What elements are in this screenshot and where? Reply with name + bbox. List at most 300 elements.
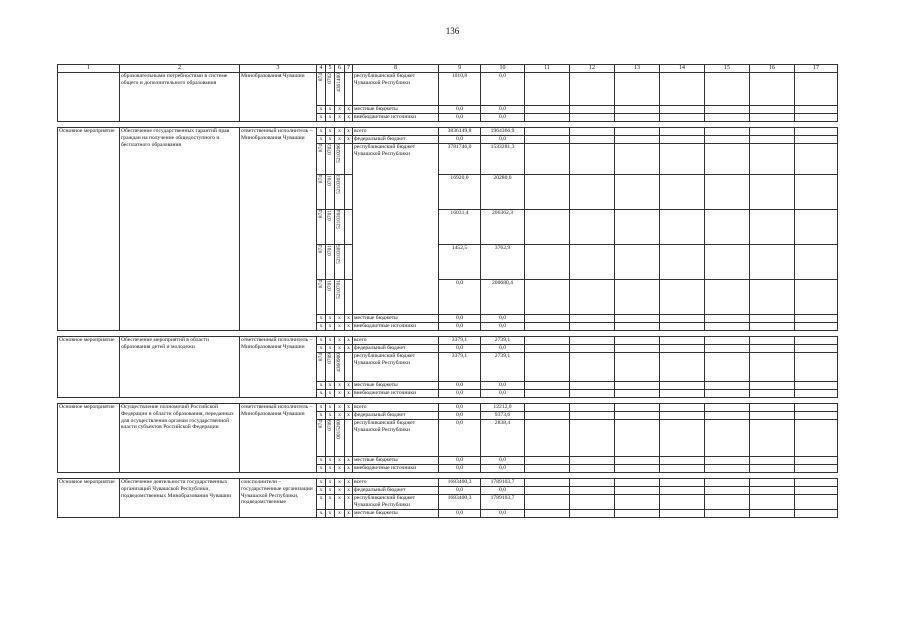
funding-source: местные бюджеты xyxy=(353,315,439,323)
x-marker: x xyxy=(335,337,345,345)
value-col9: 0,0 xyxy=(439,465,481,473)
section-code: 0709 xyxy=(327,353,333,364)
empty-cell xyxy=(795,114,838,122)
empty-cell xyxy=(705,345,750,353)
x-marker: x xyxy=(326,382,335,390)
page-number: 136 xyxy=(445,26,460,36)
empty-cell xyxy=(570,128,615,136)
funding-source: местные бюджеты xyxy=(353,106,439,114)
x-marker: x xyxy=(335,114,345,122)
section-code xyxy=(326,175,335,210)
x-marker: x xyxy=(345,457,353,465)
empty-cell xyxy=(525,210,570,245)
empty-cell xyxy=(795,128,838,136)
empty-cell xyxy=(570,323,615,331)
value-col9: 1683400,3 xyxy=(439,479,481,487)
empty-cell xyxy=(795,280,838,315)
value-col9: 0,0 xyxy=(439,315,481,323)
empty-cell xyxy=(795,323,838,331)
funding-source: внебюджетные источники xyxy=(353,465,439,473)
empty-cell xyxy=(705,144,750,175)
col-header: 2 xyxy=(120,65,240,73)
grbs-code: 874 xyxy=(318,420,324,429)
table-row xyxy=(58,73,838,106)
empty-cell xyxy=(795,382,838,390)
target-code xyxy=(335,245,345,280)
empty-cell xyxy=(525,337,570,345)
empty-cell xyxy=(570,465,615,473)
x-marker: x xyxy=(335,106,345,114)
x-marker: x xyxy=(335,323,345,331)
empty-cell xyxy=(570,353,615,382)
type-code xyxy=(345,175,353,210)
empty-cell xyxy=(570,337,615,345)
empty-cell xyxy=(660,457,705,465)
target-code: 5210305 xyxy=(336,245,343,265)
empty-cell xyxy=(570,280,615,315)
empty-cell xyxy=(660,412,705,420)
value-col10: 206362,3 xyxy=(481,210,525,245)
grbs-code: 874 xyxy=(318,245,324,254)
funding-source: федеральный бюджет xyxy=(353,487,439,495)
x-marker: x xyxy=(335,382,345,390)
empty-cell xyxy=(570,106,615,114)
value-col10: 0,0 xyxy=(481,73,525,106)
executor: Минобразования Чувашии xyxy=(240,73,317,122)
col-header: 14 xyxy=(660,65,705,73)
empty-cell xyxy=(615,315,660,323)
empty-cell xyxy=(660,353,705,382)
x-marker: x xyxy=(326,106,335,114)
x-marker: x xyxy=(335,390,345,398)
empty-cell xyxy=(525,136,570,144)
funding-source: местные бюджеты xyxy=(353,457,439,465)
column-number-row xyxy=(58,65,838,73)
x-marker: x xyxy=(326,465,335,473)
empty-cell xyxy=(570,144,615,175)
target-code: 0015200 xyxy=(336,420,343,440)
empty-cell xyxy=(750,128,795,136)
empty-cell xyxy=(750,420,795,457)
section-code: 0701 xyxy=(327,280,333,291)
value-col9: 0,0 xyxy=(439,412,481,420)
x-marker: x xyxy=(345,390,353,398)
empty-cell xyxy=(750,345,795,353)
empty-cell xyxy=(525,315,570,323)
grbs-code xyxy=(317,73,326,106)
table-row xyxy=(58,404,838,412)
funding-source: всего xyxy=(353,337,439,345)
x-marker: x xyxy=(326,345,335,353)
empty-cell xyxy=(570,420,615,457)
value-col10: 1789103,7 xyxy=(481,479,525,487)
table-row xyxy=(58,128,838,136)
x-marker: x xyxy=(335,457,345,465)
empty-cell xyxy=(525,457,570,465)
grbs-code xyxy=(317,210,326,245)
empty-cell xyxy=(615,144,660,175)
funding-source: внебюджетные источники xyxy=(353,323,439,331)
empty-cell xyxy=(795,487,838,495)
empty-cell xyxy=(705,404,750,412)
value-col9: 0,0 xyxy=(439,457,481,465)
x-marker: x xyxy=(335,465,345,473)
value-col10: 0,0 xyxy=(481,390,525,398)
col-header: 4 xyxy=(317,65,326,73)
empty-cell xyxy=(705,128,750,136)
x-marker: x xyxy=(326,412,335,420)
value-col9: 0,0 xyxy=(439,404,481,412)
funding-source: республиканский бюджет Чувашской Республики xyxy=(353,420,439,457)
empty-cell xyxy=(750,510,795,518)
empty-cell xyxy=(750,106,795,114)
empty-cell xyxy=(660,465,705,473)
empty-cell xyxy=(705,487,750,495)
target-code: 4361400 xyxy=(336,73,343,93)
target-code: 5210303 xyxy=(336,175,343,195)
executor: соисполнители – государственные организации Чувашской Республики, подведомственные xyxy=(240,479,317,518)
value-col9: 1683400,3 xyxy=(439,495,481,510)
x-marker: x xyxy=(345,412,353,420)
x-marker: x xyxy=(335,315,345,323)
grbs-code: 874 xyxy=(318,73,324,82)
empty-cell xyxy=(795,495,838,510)
funding-source: всего xyxy=(353,404,439,412)
empty-cell xyxy=(795,73,838,106)
empty-cell xyxy=(615,495,660,510)
x-marker: x xyxy=(345,495,353,510)
empty-cell xyxy=(795,337,838,345)
funding-source: местные бюджеты xyxy=(353,382,439,390)
x-marker: x xyxy=(345,136,353,144)
empty-cell xyxy=(660,382,705,390)
empty-cell xyxy=(615,487,660,495)
empty-cell xyxy=(705,210,750,245)
x-marker: x xyxy=(335,479,345,487)
empty-cell xyxy=(750,280,795,315)
value-col9: 1452,5 xyxy=(439,245,481,280)
empty-cell xyxy=(570,487,615,495)
empty-cell xyxy=(570,210,615,245)
value-col10: 2739,1 xyxy=(481,353,525,382)
empty-cell xyxy=(570,404,615,412)
target-code xyxy=(335,73,345,106)
type-code xyxy=(345,144,353,175)
section-code: 0702 xyxy=(327,73,333,84)
empty-cell xyxy=(525,280,570,315)
x-marker: x xyxy=(326,457,335,465)
empty-cell xyxy=(660,144,705,175)
empty-cell xyxy=(795,315,838,323)
empty-cell xyxy=(525,420,570,457)
empty-cell xyxy=(525,479,570,487)
col-header: 17 xyxy=(795,65,838,73)
empty-cell xyxy=(795,106,838,114)
empty-cell xyxy=(660,323,705,331)
section-code xyxy=(326,420,335,457)
empty-cell xyxy=(660,510,705,518)
empty-cell xyxy=(525,412,570,420)
x-marker: x xyxy=(317,323,326,331)
grbs-code xyxy=(317,144,326,175)
empty-cell xyxy=(525,353,570,382)
col-header: 5 xyxy=(326,65,335,73)
value-col10: 2838,4 xyxy=(481,420,525,457)
empty-cell xyxy=(795,465,838,473)
empty-cell xyxy=(705,245,750,280)
event-name: образовательными потребностями в системе общего и дополнительного образования xyxy=(120,73,240,122)
funding-source: федеральный бюджет xyxy=(353,136,439,144)
empty-cell xyxy=(795,510,838,518)
x-marker: x xyxy=(317,412,326,420)
x-marker: x xyxy=(326,510,335,518)
col-header: 7 xyxy=(345,65,353,73)
grbs-code xyxy=(317,245,326,280)
empty-cell xyxy=(615,420,660,457)
x-marker: x xyxy=(317,495,326,510)
value-col10: 1964366,9 xyxy=(481,128,525,136)
empty-cell xyxy=(750,245,795,280)
empty-cell xyxy=(660,315,705,323)
x-marker: x xyxy=(317,337,326,345)
value-col9: 0,0 xyxy=(439,487,481,495)
x-marker: x xyxy=(345,114,353,122)
empty-cell xyxy=(615,457,660,465)
empty-cell xyxy=(615,390,660,398)
empty-cell xyxy=(750,457,795,465)
event-name: Обеспечение деятельности государственных организаций Чувашской Республики, подведомственных Минобразования Чувашии xyxy=(120,479,240,518)
col-header: 10 xyxy=(481,65,525,73)
x-marker: x xyxy=(345,106,353,114)
x-marker: x xyxy=(335,510,345,518)
empty-cell xyxy=(525,73,570,106)
value-col10: 0,0 xyxy=(481,465,525,473)
empty-cell xyxy=(795,412,838,420)
empty-cell xyxy=(750,323,795,331)
grbs-code xyxy=(317,175,326,210)
value-col10: 1533281,3 xyxy=(481,144,525,175)
empty-cell xyxy=(795,245,838,280)
value-col10: 12212,0 xyxy=(481,404,525,412)
executor: ответственный исполнитель – Минобразования Чувашии xyxy=(240,404,317,473)
empty-cell xyxy=(615,245,660,280)
x-marker: x xyxy=(317,479,326,487)
value-col10: 200680,4 xyxy=(481,280,525,315)
value-col10: 9373,6 xyxy=(481,412,525,420)
empty-cell xyxy=(615,412,660,420)
col-header: 13 xyxy=(615,65,660,73)
section-code xyxy=(326,353,335,382)
empty-cell xyxy=(750,465,795,473)
x-marker: x xyxy=(335,495,345,510)
value-col10: 3762,9 xyxy=(481,245,525,280)
value-col9: 0,0 xyxy=(439,390,481,398)
empty-cell xyxy=(525,465,570,473)
empty-cell xyxy=(660,345,705,353)
x-marker: x xyxy=(335,128,345,136)
empty-cell xyxy=(660,128,705,136)
empty-cell xyxy=(795,175,838,210)
target-code: 4360900 xyxy=(336,353,343,373)
empty-cell xyxy=(615,337,660,345)
value-col9: 16031,4 xyxy=(439,210,481,245)
empty-cell xyxy=(525,175,570,210)
empty-cell xyxy=(615,510,660,518)
empty-cell xyxy=(705,457,750,465)
value-col9: 3781746,0 xyxy=(439,144,481,175)
empty-cell xyxy=(660,136,705,144)
event-name: Осуществление полномочий Российской Федерации в области образования, переданных для осуществления органам государственной власти субъектов Российской Федерации xyxy=(120,404,240,473)
value-col10: 0,0 xyxy=(481,323,525,331)
empty-cell xyxy=(660,337,705,345)
empty-cell xyxy=(660,390,705,398)
x-marker: x xyxy=(317,510,326,518)
empty-cell xyxy=(750,495,795,510)
empty-cell xyxy=(705,136,750,144)
empty-cell xyxy=(705,390,750,398)
x-marker: x xyxy=(345,337,353,345)
empty-cell xyxy=(615,114,660,122)
empty-cell xyxy=(705,412,750,420)
value-col9: 0,0 xyxy=(439,106,481,114)
empty-cell xyxy=(570,510,615,518)
x-marker: x xyxy=(345,510,353,518)
section-code xyxy=(326,144,335,175)
empty-cell xyxy=(705,510,750,518)
table-row xyxy=(58,337,838,345)
target-code xyxy=(335,420,345,457)
empty-cell xyxy=(705,315,750,323)
empty-cell xyxy=(525,382,570,390)
empty-cell xyxy=(705,323,750,331)
col-header: 8 xyxy=(353,65,439,73)
empty-cell xyxy=(750,337,795,345)
empty-cell xyxy=(615,353,660,382)
empty-cell xyxy=(750,353,795,382)
target-code xyxy=(335,210,345,245)
x-marker: x xyxy=(326,136,335,144)
target-code xyxy=(335,175,345,210)
x-marker: x xyxy=(326,114,335,122)
empty-cell xyxy=(705,382,750,390)
x-marker: x xyxy=(317,465,326,473)
empty-cell xyxy=(525,510,570,518)
empty-cell xyxy=(525,128,570,136)
empty-cell xyxy=(525,390,570,398)
empty-cell xyxy=(570,457,615,465)
empty-cell xyxy=(705,106,750,114)
empty-cell xyxy=(705,479,750,487)
funding-source: федеральный бюджет xyxy=(353,412,439,420)
x-marker: x xyxy=(326,479,335,487)
section-code: 0701 xyxy=(327,175,333,186)
empty-cell xyxy=(525,487,570,495)
x-marker: x xyxy=(335,404,345,412)
empty-cell xyxy=(660,420,705,457)
x-marker: x xyxy=(317,106,326,114)
empty-cell xyxy=(570,479,615,487)
col-header: 9 xyxy=(439,65,481,73)
empty-cell xyxy=(615,106,660,114)
value-col10: 0,0 xyxy=(481,457,525,465)
x-marker: x xyxy=(317,315,326,323)
empty-cell xyxy=(795,353,838,382)
funding-source: республиканский бюджет Чувашской Республики xyxy=(353,353,439,382)
grbs-code: 874 xyxy=(318,280,324,289)
value-col10: 0,0 xyxy=(481,382,525,390)
section-code: 0702 xyxy=(327,144,333,155)
empty-cell xyxy=(750,412,795,420)
target-code xyxy=(335,353,345,382)
empty-cell xyxy=(795,144,838,175)
target-code: 5210206 xyxy=(336,144,343,164)
table-row xyxy=(58,479,838,487)
x-marker: x xyxy=(326,337,335,345)
empty-cell xyxy=(615,479,660,487)
empty-cell xyxy=(525,106,570,114)
empty-cell xyxy=(570,175,615,210)
empty-cell xyxy=(750,136,795,144)
empty-cell xyxy=(570,390,615,398)
col-header: 1 xyxy=(58,65,120,73)
grbs-code xyxy=(317,420,326,457)
section-code: 0709 xyxy=(327,420,333,431)
value-col9: 3379,1 xyxy=(439,337,481,345)
grbs-code xyxy=(317,280,326,315)
empty-cell xyxy=(615,136,660,144)
x-marker: x xyxy=(317,128,326,136)
value-col9: 3379,1 xyxy=(439,353,481,382)
x-marker: x xyxy=(335,345,345,353)
event-type: Основное мероприятие xyxy=(58,337,120,398)
x-marker: x xyxy=(317,390,326,398)
type-code xyxy=(345,245,353,280)
x-marker: x xyxy=(317,345,326,353)
grbs-code: 874 xyxy=(318,175,324,184)
empty-cell xyxy=(570,412,615,420)
value-col9: 0,0 xyxy=(439,382,481,390)
funding-source: внебюджетные источники xyxy=(353,114,439,122)
funding-source: всего xyxy=(353,479,439,487)
empty-cell xyxy=(570,495,615,510)
target-code xyxy=(335,280,345,315)
event-type: Основное мероприятие xyxy=(58,479,120,518)
funding-source: республиканский бюджет Чувашской Республики xyxy=(353,73,439,106)
value-col9: 0,0 xyxy=(439,323,481,331)
empty-cell xyxy=(795,210,838,245)
section-code: 0701 xyxy=(327,245,333,256)
empty-cell xyxy=(525,495,570,510)
empty-cell xyxy=(615,73,660,106)
empty-cell xyxy=(615,323,660,331)
empty-cell xyxy=(750,73,795,106)
x-marker: x xyxy=(345,404,353,412)
empty-cell xyxy=(660,280,705,315)
x-marker: x xyxy=(326,315,335,323)
empty-cell xyxy=(570,315,615,323)
col-header: 6 xyxy=(335,65,345,73)
empty-cell xyxy=(705,353,750,382)
event-type: Основное мероприятие xyxy=(58,128,120,331)
x-marker: x xyxy=(345,345,353,353)
empty-cell xyxy=(750,390,795,398)
empty-cell xyxy=(750,175,795,210)
empty-cell xyxy=(660,404,705,412)
x-marker: x xyxy=(326,323,335,331)
empty-cell xyxy=(660,114,705,122)
value-col9: 0,0 xyxy=(439,345,481,353)
x-marker: x xyxy=(345,487,353,495)
